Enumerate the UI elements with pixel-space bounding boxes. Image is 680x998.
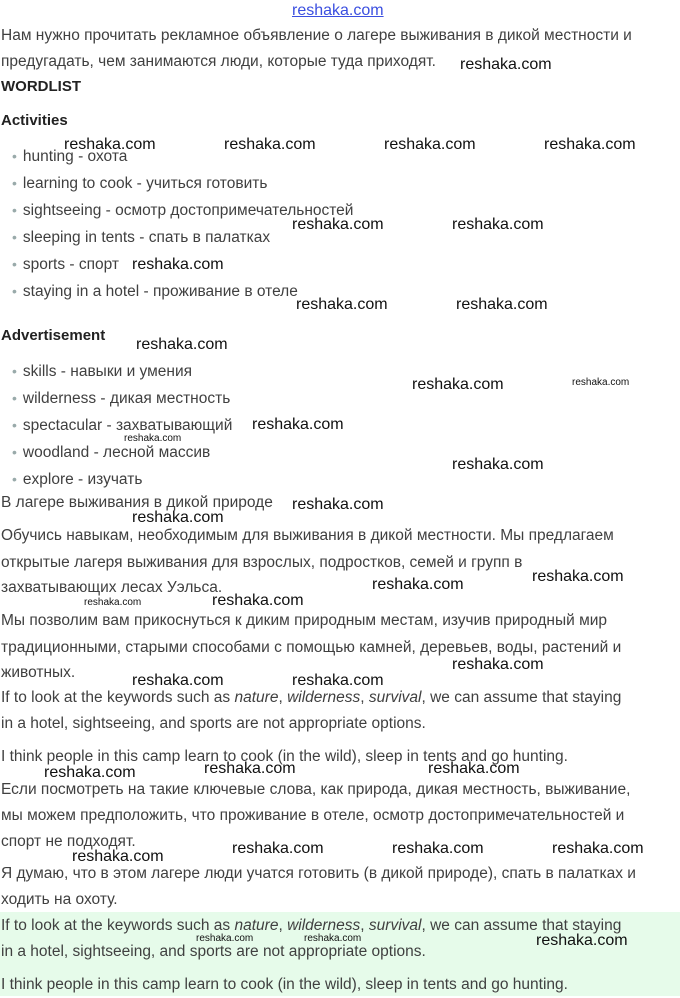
watermark: reshaka.com <box>292 496 384 513</box>
answer-repeat-paragraph-2: I think people in this camp learn to cook (in the wild), sleep in tents and go hunting. <box>1 976 568 993</box>
watermark: reshaka.com <box>232 840 324 857</box>
watermark: reshaka.com <box>460 56 552 73</box>
list-item: • learning to cook - учиться готовить <box>12 175 268 192</box>
translation-paragraph-1-line-3: спорт не подходят. <box>1 833 136 850</box>
watermark: reshaka.com <box>224 136 316 153</box>
bullet-icon: • <box>12 363 17 379</box>
list-item: • spectacular - захватывающий <box>12 417 233 434</box>
watermark: reshaka.com <box>392 840 484 857</box>
watermark: reshaka.com <box>372 576 464 593</box>
ad-paragraph-1-line-1: Обучись навыкам, необходимым для выживания в дикой местности. Мы предлагаем <box>1 527 614 544</box>
bullet-icon: • <box>12 148 17 164</box>
watermark: reshaka.com <box>456 296 548 313</box>
watermark: reshaka.com <box>536 932 628 949</box>
watermark: reshaka.com <box>452 656 544 673</box>
translation-paragraph-2-line-1: Я думаю, что в этом лагере люди учатся готовить (в дикой природе), спать в палатках и <box>1 865 636 882</box>
bullet-icon: • <box>12 175 17 191</box>
watermark: reshaka.com <box>204 760 296 777</box>
answer-paragraph-1-line-1: If to look at the keywords such as nature, wilderness, survival, we can assume that staying <box>1 689 622 706</box>
translation-paragraph-2-line-2: ходить на охоту. <box>1 891 118 908</box>
answer-paragraph-2: I think people in this camp learn to cook (in the wild), sleep in tents and go hunting. <box>1 748 568 765</box>
bullet-icon: • <box>12 417 17 433</box>
intro-line-1: Нам нужно прочитать рекламное объявление о лагере выживания в дикой местности и <box>1 27 632 44</box>
ad-paragraph-2-line-2: традиционными, старыми способами с помощью камней, деревьев, воды, растений и <box>1 639 622 656</box>
ad-paragraph-2-line-3: животных. <box>1 664 76 681</box>
watermark: reshaka.com <box>252 416 344 433</box>
watermark: reshaka.com <box>544 136 636 153</box>
top-watermark-link[interactable]: reshaka.com <box>292 2 384 19</box>
intro-line-2: предугадать, чем занимаются люди, которые туда приходят. <box>1 53 436 70</box>
watermark: reshaka.com <box>428 760 520 777</box>
list-item: • skills - навыки и умения <box>12 363 192 380</box>
bullet-icon: • <box>12 390 17 406</box>
watermark: reshaka.com <box>292 216 384 233</box>
list-item: • wilderness - дикая местность <box>12 390 231 407</box>
list-item: • sightseeing - осмотр достопримечательностей <box>12 202 354 219</box>
list-item: • explore - изучать <box>12 471 143 488</box>
bullet-icon: • <box>12 202 17 218</box>
watermark: reshaka.com <box>64 136 156 153</box>
ad-paragraph-1-line-3: захватывающих лесах Уэльса. <box>1 579 223 596</box>
bullet-icon: • <box>12 256 17 272</box>
ad-paragraph-2-line-1: Мы позволим вам прикоснуться к диким природным местам, изучив природный мир <box>1 612 608 629</box>
watermark: reshaka.com <box>412 376 504 393</box>
watermark: reshaka.com <box>132 509 224 526</box>
watermark: reshaka.com <box>212 592 304 609</box>
answer-repeat-paragraph-1-line-1: If to look at the keywords such as nature, wilderness, survival, we can assume that staying <box>1 917 622 934</box>
watermark: reshaka.com <box>304 933 362 944</box>
watermark: reshaka.com <box>452 456 544 473</box>
watermark: reshaka.com <box>72 848 164 865</box>
translation-paragraph-1-line-1: Если посмотреть на такие ключевые слова, как природа, дикая местность, выживание, <box>1 781 631 798</box>
watermark: reshaka.com <box>136 336 228 353</box>
answer-paragraph-1-line-2: in a hotel, sightseeing, and sports are not appropriate options. <box>1 715 426 732</box>
watermark: reshaka.com <box>452 216 544 233</box>
ad-heading: В лагере выживания в дикой природе <box>1 494 273 511</box>
bullet-icon: • <box>12 229 17 245</box>
watermark: reshaka.com <box>572 377 630 388</box>
watermark: reshaka.com <box>384 136 476 153</box>
list-item: • sleeping in tents - спать в палатках <box>12 229 271 246</box>
bullet-icon: • <box>12 444 17 460</box>
watermark: reshaka.com <box>84 597 142 608</box>
advertisement-title: Advertisement <box>1 327 106 344</box>
list-item: • hunting - охота <box>12 148 128 165</box>
bullet-icon: • <box>12 471 17 487</box>
list-item: • sports - спорт <box>12 256 120 273</box>
translation-paragraph-1-line-2: мы можем предположить, что проживание в отеле, осмотр достопримечательностей и <box>1 807 625 824</box>
watermark: reshaka.com <box>296 296 388 313</box>
watermark: reshaka.com <box>532 568 624 585</box>
watermark: reshaka.com <box>196 933 254 944</box>
list-item: • staying in a hotel - проживание в отеле <box>12 283 298 300</box>
watermark: reshaka.com <box>132 672 224 689</box>
watermark: reshaka.com <box>44 764 136 781</box>
answer-repeat-paragraph-1-line-2: in a hotel, sightseeing, and sports are not appropriate options. <box>1 943 426 960</box>
watermark: reshaka.com <box>292 672 384 689</box>
list-item: • woodland - лесной массив <box>12 444 211 461</box>
activities-title: Activities <box>1 112 68 129</box>
watermark: reshaka.com <box>124 433 182 444</box>
wordlist-title: WORDLIST <box>1 78 81 95</box>
watermark: reshaka.com <box>552 840 644 857</box>
watermark: reshaka.com <box>132 256 224 273</box>
bullet-icon: • <box>12 283 17 299</box>
ad-paragraph-1-line-2: открытые лагеря выживания для взрослых, подростков, семей и групп в <box>1 554 523 571</box>
